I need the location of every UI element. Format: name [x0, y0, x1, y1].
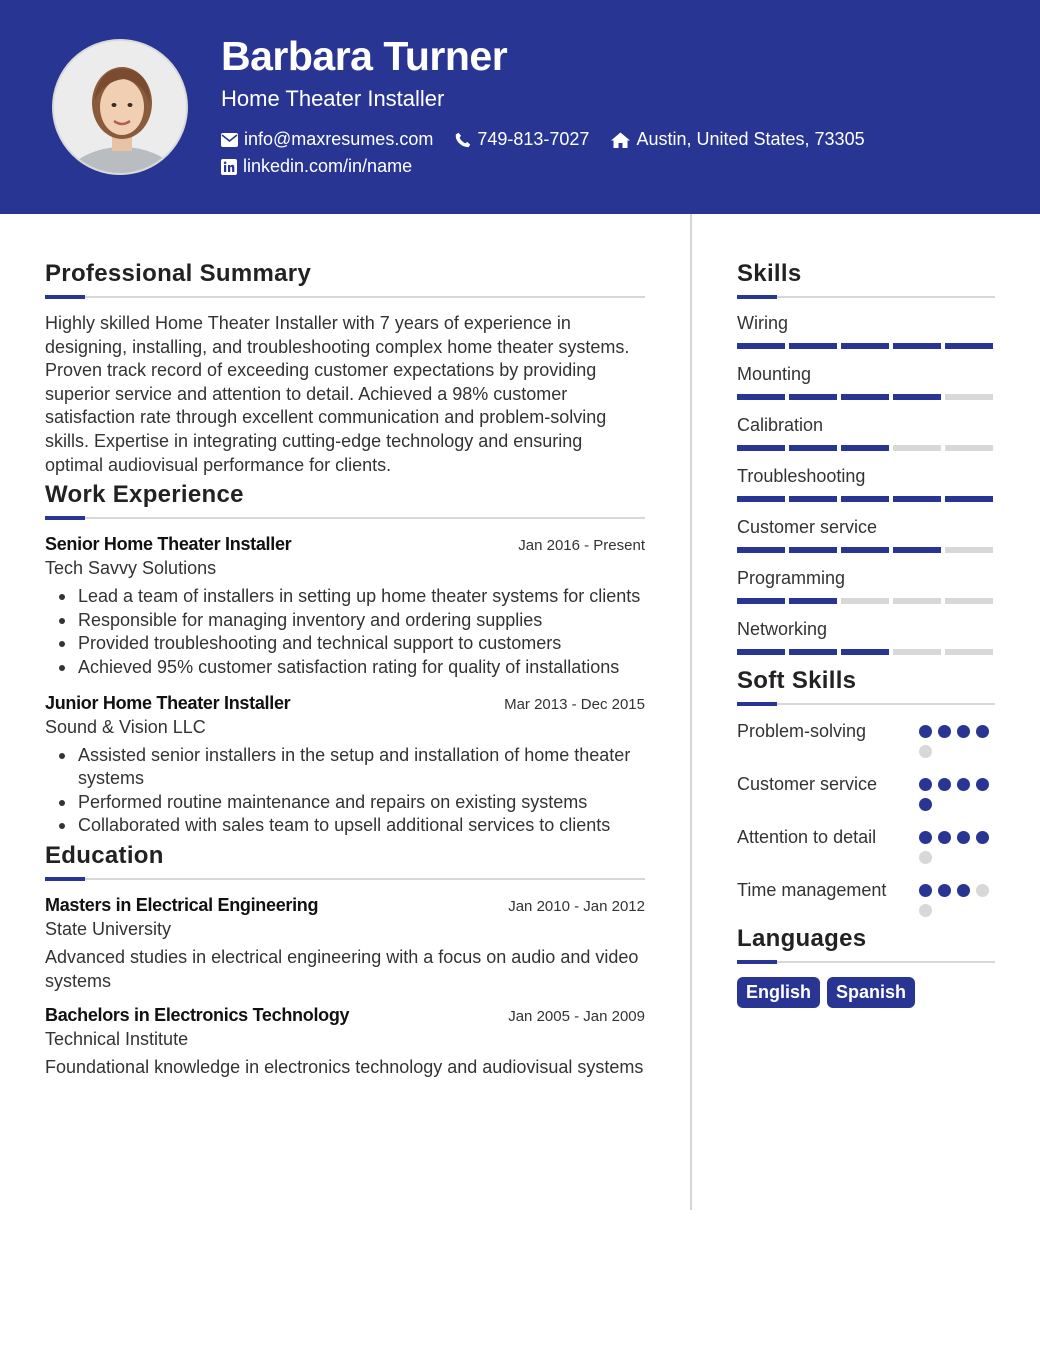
skill-name: Networking: [737, 619, 828, 639]
skill-level-segment: [893, 547, 941, 553]
soft-skill-item: [737, 772, 995, 811]
soft-skills-list: [737, 719, 995, 917]
candidate-role: Home Theater Installer: [221, 86, 445, 111]
skill-level-segment: [789, 496, 837, 502]
rating-dot: [919, 851, 932, 864]
rating-dot: [976, 831, 989, 844]
skill-name: Mounting: [737, 364, 812, 384]
soft-skills-section: [737, 665, 995, 917]
section-title: Education: [45, 841, 164, 869]
section-rule: [45, 295, 645, 298]
contact-address: [611, 129, 864, 150]
contact-linkedin[interactable]: [221, 156, 412, 177]
skill-level-bar: [737, 547, 995, 553]
skill-item: [737, 465, 995, 502]
skill-level-segment: [893, 496, 941, 502]
skill-level-segment: [789, 598, 837, 604]
degree-description: Foundational knowledge in electronics technology and audiovisual systems: [45, 1057, 644, 1078]
skill-level-segment: [893, 649, 941, 655]
skill-level-segment: [737, 343, 785, 349]
skill-level-bar: [737, 445, 995, 451]
section-title: Work Experience: [45, 481, 244, 509]
language-badge: English: [737, 977, 820, 1008]
rating-dot: [938, 831, 951, 844]
degree-title: Bachelors in Electronics Technology: [45, 1005, 350, 1026]
skill-level-bar: [737, 649, 995, 655]
skill-item: [737, 414, 995, 451]
soft-skill-item: [737, 719, 995, 758]
email-text: info@maxresumes.com: [244, 129, 434, 149]
school-name: State University: [45, 918, 172, 939]
linkedin-text: linkedin.com/in/name: [243, 156, 413, 176]
experience-section: [45, 479, 645, 838]
job-entry: [45, 534, 645, 679]
rating-dot: [976, 778, 989, 791]
skill-level-segment: [789, 343, 837, 349]
rating-dot: [919, 778, 932, 791]
skill-item: [737, 516, 995, 553]
skill-name: Customer service: [737, 517, 878, 537]
home-icon: [611, 132, 630, 148]
job-bullets: [45, 744, 645, 838]
skill-level-segment: [789, 394, 837, 400]
skill-level-segment: [893, 343, 941, 349]
language-badge: Spanish: [827, 977, 915, 1008]
job-bullets: [45, 585, 645, 679]
degree-date: Jan 2005 - Jan 2009: [508, 1008, 645, 1026]
summary-section: [45, 258, 645, 477]
skill-level-bar: [737, 496, 995, 502]
section-rule: [45, 877, 645, 880]
skill-level-segment: [945, 445, 993, 451]
skill-level-segment: [737, 496, 785, 502]
skill-level-bar: [737, 343, 995, 349]
rating-dot: [976, 725, 989, 738]
skill-level-segment: [841, 598, 889, 604]
rating-dot: [938, 884, 951, 897]
soft-skill-item: [737, 825, 995, 864]
education-entry: [45, 895, 645, 993]
rating-dot: [957, 831, 970, 844]
skill-level-segment: [945, 547, 993, 553]
skill-level-segment: [945, 343, 993, 349]
resume-header: [0, 0, 1040, 214]
skill-level-bar: [737, 598, 995, 604]
job-entry: [45, 693, 645, 838]
sidebar-column: [737, 258, 995, 1008]
skill-level-segment: [841, 547, 889, 553]
soft-skill-name: Attention to detail: [737, 827, 877, 847]
skill-level-bar: [737, 394, 995, 400]
rating-dot: [957, 725, 970, 738]
rating-dot: [919, 831, 932, 844]
soft-skill-name: Problem-solving: [737, 721, 867, 741]
skill-item: [737, 363, 995, 400]
soft-skill-item: [737, 878, 995, 917]
rating-dot: [919, 725, 932, 738]
languages-section: [737, 923, 995, 1008]
phone-icon: [455, 132, 471, 148]
rating-dot: [919, 745, 932, 758]
list-item: Achieved 95% customer satisfaction rating for quality of installations: [45, 656, 645, 680]
skill-name: Programming: [737, 568, 846, 588]
skill-name: Calibration: [737, 415, 824, 435]
candidate-name: Barbara Turner: [221, 33, 508, 79]
skill-level-segment: [789, 445, 837, 451]
school-name: Technical Institute: [45, 1029, 189, 1050]
skill-level-segment: [893, 445, 941, 451]
skill-level-segment: [737, 394, 785, 400]
rating-dot: [957, 778, 970, 791]
list-item: Provided troubleshooting and technical support to customers: [45, 632, 645, 656]
degree-date: Jan 2010 - Jan 2012: [508, 897, 645, 915]
address-text: Austin, United States, 73305: [636, 129, 865, 149]
section-title: Languages: [737, 925, 867, 952]
degree-description: Advanced studies in electrical engineering with a focus on audio and video systems: [45, 946, 639, 991]
section-title: Skills: [737, 260, 802, 287]
list-item: Responsible for managing inventory and ordering supplies: [45, 609, 645, 633]
job-company: Tech Savvy Solutions: [45, 558, 217, 579]
soft-skill-name: Customer service: [737, 774, 878, 794]
language-list: [737, 977, 995, 1008]
job-date: Mar 2013 - Dec 2015: [504, 695, 645, 713]
skill-name: Troubleshooting: [737, 466, 866, 486]
rating-dot: [938, 725, 951, 738]
skill-level-segment: [737, 598, 785, 604]
soft-skill-rating: [919, 825, 995, 864]
education-entry: [45, 1005, 645, 1080]
skill-name: Wiring: [737, 313, 789, 333]
soft-skill-name: Time management: [737, 880, 887, 900]
skill-level-segment: [841, 496, 889, 502]
skill-level-segment: [737, 649, 785, 655]
column-divider: [690, 214, 692, 1210]
rating-dot: [976, 884, 989, 897]
skill-level-segment: [841, 649, 889, 655]
soft-skill-rating: [919, 719, 995, 758]
skill-level-segment: [945, 394, 993, 400]
rating-dot: [919, 904, 932, 917]
list-item: Assisted senior installers in the setup and installation of home theater systems: [45, 744, 645, 791]
profile-photo: [52, 39, 188, 175]
section-title: Professional Summary: [45, 260, 312, 287]
skill-level-segment: [789, 547, 837, 553]
skills-section: [737, 258, 995, 655]
skill-level-segment: [945, 649, 993, 655]
list-item: Lead a team of installers in setting up home theater systems for clients: [45, 585, 645, 609]
education-section: [45, 840, 645, 1080]
job-company: Sound & Vision LLC: [45, 716, 206, 737]
summary-text: Highly skilled Home Theater Installer with 7 years of experience in designing, installing, and troubleshooting complex home theater systems. Proven track record of exceeding customer expectations by providing superior service and attention to detail. Achieved a 98% customer satisfaction rate through excellent communication and problem-solving skills. Expertise in integrating cutting-edge technology and ensuring optimal audiovisual performance for clients.: [45, 313, 630, 475]
section-title: Soft Skills: [737, 667, 857, 694]
section-rule: [737, 702, 995, 705]
soft-skill-rating: [919, 772, 995, 811]
skill-level-segment: [893, 394, 941, 400]
skill-level-segment: [789, 649, 837, 655]
main-column: [45, 258, 645, 1080]
envelope-icon: [221, 133, 238, 147]
list-item: Performed routine maintenance and repairs on existing systems: [45, 791, 645, 815]
skill-level-segment: [841, 445, 889, 451]
job-title: Junior Home Theater Installer: [45, 692, 291, 713]
rating-dot: [919, 884, 932, 897]
section-rule: [45, 516, 645, 519]
skill-level-segment: [841, 394, 889, 400]
skills-list: [737, 312, 995, 655]
job-title: Senior Home Theater Installer: [45, 534, 292, 555]
job-date: Jan 2016 - Present: [518, 537, 645, 555]
skill-level-segment: [737, 445, 785, 451]
skill-item: [737, 618, 995, 655]
linkedin-icon: [221, 159, 237, 175]
rating-dot: [919, 798, 932, 811]
degree-title: Masters in Electrical Engineering: [45, 894, 319, 915]
contact-email[interactable]: [221, 129, 433, 150]
skill-level-segment: [945, 496, 993, 502]
rating-dot: [957, 884, 970, 897]
skill-level-segment: [893, 598, 941, 604]
skill-item: [737, 312, 995, 349]
skill-level-segment: [945, 598, 993, 604]
section-rule: [737, 960, 995, 963]
soft-skill-rating: [919, 878, 995, 917]
phone-text: 749-813-7027: [477, 129, 590, 149]
rating-dot: [938, 778, 951, 791]
skill-level-segment: [737, 547, 785, 553]
section-rule: [737, 295, 995, 298]
skill-level-segment: [841, 343, 889, 349]
list-item: Collaborated with sales team to upsell additional services to clients: [45, 814, 645, 838]
contact-phone[interactable]: [455, 129, 589, 150]
skill-item: [737, 567, 995, 604]
